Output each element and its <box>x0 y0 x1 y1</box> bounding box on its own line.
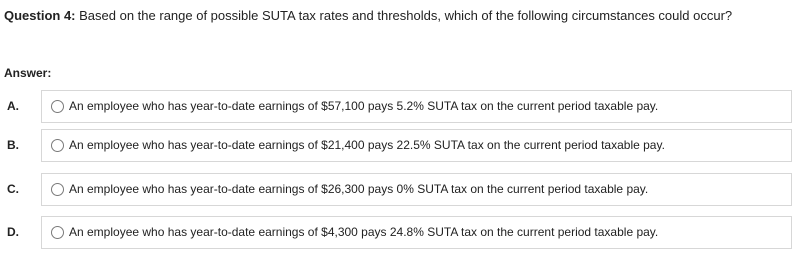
choice-text: An employee who has year-to-date earnings of $4,300 pays 24.8% SUTA tax on the current period taxable pay. <box>69 225 659 239</box>
radio-button-d[interactable] <box>51 226 64 239</box>
choice-b <box>0 129 792 164</box>
answer-heading: Answer: <box>4 66 52 80</box>
choice-letter: D. <box>7 225 19 239</box>
choice-c-option[interactable] <box>41 173 792 206</box>
radio-button-b[interactable] <box>51 139 64 152</box>
choice-d <box>0 216 792 251</box>
choice-a <box>0 90 792 125</box>
question-text: Based on the range of possible SUTA tax rates and thresholds, which of the following circumstances could occur? <box>79 8 733 23</box>
choice-text: An employee who has year-to-date earnings of $26,300 pays 0% SUTA tax on the current period taxable pay. <box>69 182 649 196</box>
question-number: Question 4: <box>4 8 76 23</box>
choice-d-option[interactable] <box>41 216 792 249</box>
choice-b-option[interactable] <box>41 129 792 162</box>
radio-button-a[interactable] <box>51 100 64 113</box>
choice-letter: B. <box>7 138 19 152</box>
choice-letter: C. <box>7 182 19 196</box>
radio-button-c[interactable] <box>51 183 64 196</box>
choice-a-option[interactable] <box>41 90 792 123</box>
choice-letter: A. <box>7 99 19 113</box>
choice-text: An employee who has year-to-date earnings of $21,400 pays 22.5% SUTA tax on the current period taxable pay. <box>69 138 665 152</box>
question-prompt <box>4 7 732 25</box>
choice-text: An employee who has year-to-date earnings of $57,100 pays 5.2% SUTA tax on the current period taxable pay. <box>69 99 659 113</box>
choice-c <box>0 173 792 208</box>
